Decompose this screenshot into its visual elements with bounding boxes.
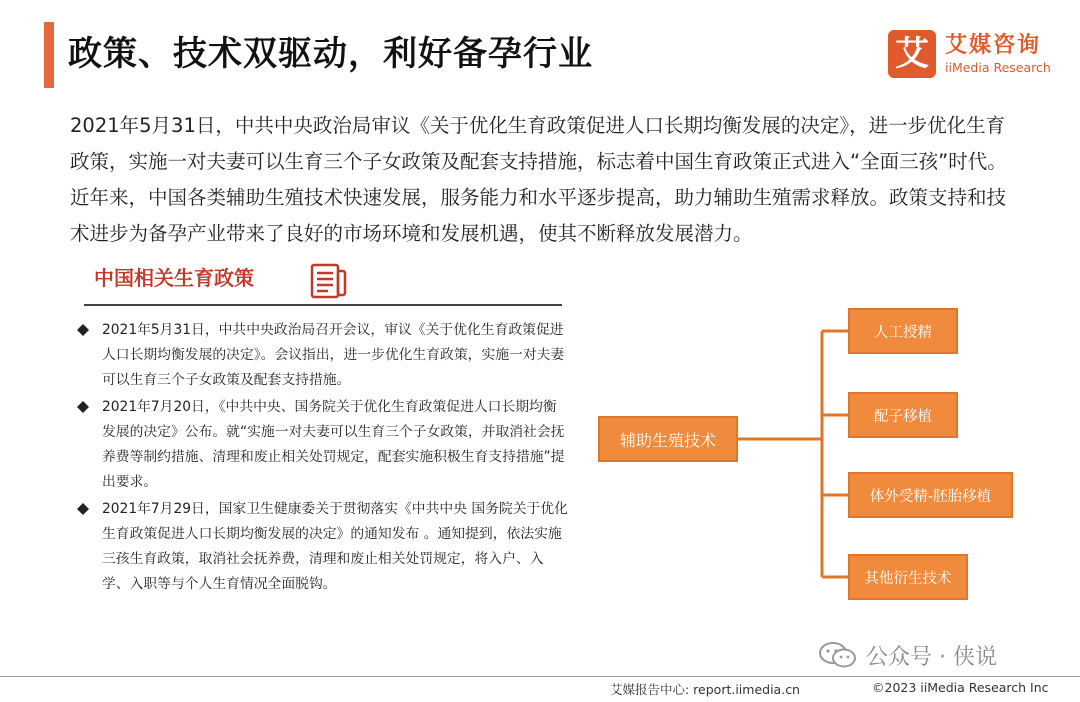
diagram-node: 配子移植 [848,392,958,438]
intro-paragraph: 2021年5月31日，中共中央政治局审议《关于优化生育政策促进人口长期均衡发展的决定》，进一步优化生育政策，实施一对夫妻可以生育三个子女政策及配套支持措施，标志着中国生育政策正式进入“全面三孩”时代。近年来，中国各类辅助生殖技术快速发展，服务能力和水平逐步提高，助力辅助生殖需求释放。政策支持和技术进步为备孕产业带来了良好的市场环境和发展机遇，使其不断释放发展潜力。 [70,114,1007,245]
footer-report-center: 艾媒报告中心: report.iimedia.cn [610,682,800,697]
diagram-node: 其他衍生技术 [848,554,968,600]
logo-mark: 艾 [888,30,936,78]
page-title: 政策、技术双驱动，利好备孕行业 [68,34,593,74]
footer-copyright: ©2023 iiMedia Research Inc [872,680,1049,695]
diamond-bullet-icon [76,320,90,340]
list-item [70,318,570,393]
wechat-icon [818,640,858,670]
document-icon [310,262,348,300]
policy-list [70,318,570,599]
title-accent-bar [44,22,54,88]
section-divider [84,304,562,306]
list-item [70,395,570,495]
policy-section-title: 中国相关生育政策 [94,266,254,290]
watermark-text: 公众号 · 侠说 [866,645,997,670]
policy-item-text: 2021年7月20日，《中共中央、国务院关于优化生育政策促进人口长期均衡发展的决定》公布。就“实施一对夫妻可以生育三个子女政策，并取消社会抚养费等制约措施、清理和废止相关处罚规定，配套实施积极生育支持措施”提出要求。 [102,399,565,490]
list-item [70,497,570,597]
logo-en-text: iiMedia Research [945,60,1051,75]
footer-divider [0,676,1080,677]
policy-item-text: 2021年7月29日，国家卫生健康委关于贯彻落实《中共中央 国务院关于优化生育政策促进人口长期均衡发展的决定》的通知发布 。通知提到，依法实施三孩生育政策，取消社会抚养费，清理和废止相关处罚规定，将入户、入学、入职等与个人生育情况全面脱钩。 [102,501,568,592]
iimedia-logo [885,30,1065,90]
diamond-bullet-icon [76,397,90,417]
diagram-node: 体外受精-胚胎移植 [848,472,1013,518]
technology-tree-diagram [590,296,1030,616]
policy-item-text: 2021年5月31日，中共中央政治局召开会议，审议《关于优化生育政策促进人口长期均衡发展的决定》。会议指出，进一步优化生育政策，实施一对夫妻可以生育三个子女政策及配套支持措施。 [102,322,565,388]
diamond-bullet-icon [76,499,90,519]
diagram-root-node: 辅助生殖技术 [598,416,738,462]
diagram-node: 人工授精 [848,308,958,354]
logo-cn-text: 艾媒咨询 [945,33,1042,58]
